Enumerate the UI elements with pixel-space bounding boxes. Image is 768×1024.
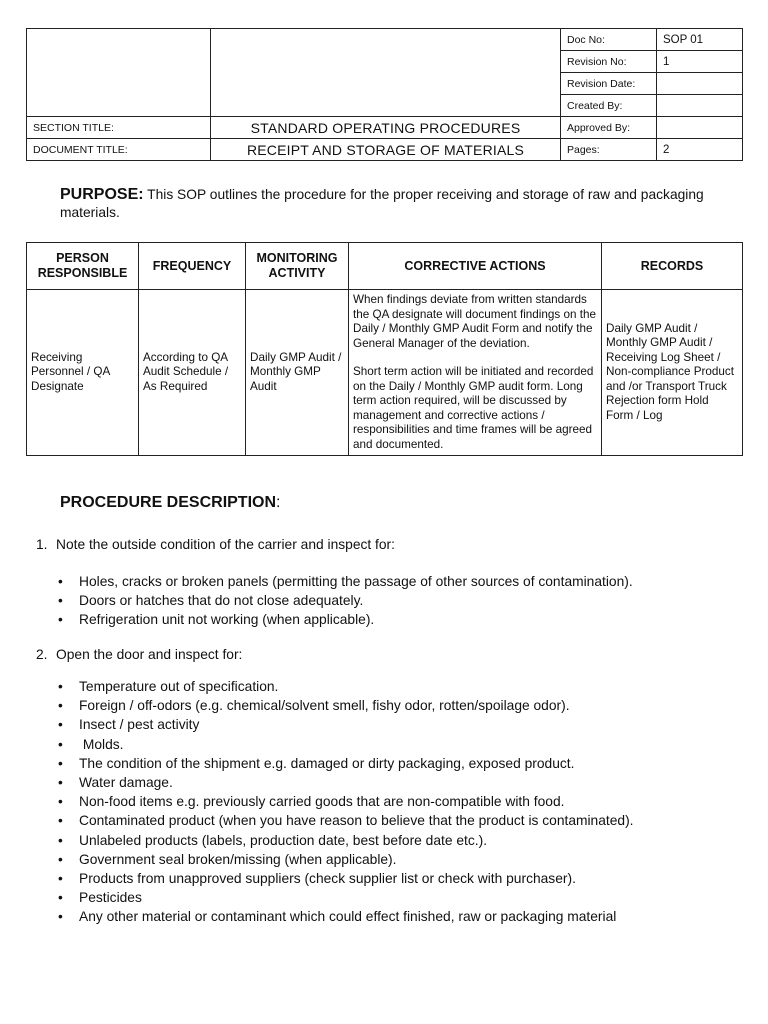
step-2-bullet-list (58, 677, 634, 926)
col-header-records: RECORDS (602, 243, 743, 290)
list-item (58, 754, 634, 773)
list-item (58, 831, 634, 850)
list-item (58, 773, 634, 792)
list-item-text: Any other material or contaminant which could effect finished, raw or packaging material (79, 909, 617, 925)
list-item-text: Holes, cracks or broken panels (permitting the passage of other sources of contamination). (79, 574, 633, 589)
list-item (58, 677, 634, 696)
bullet-icon: • (58, 612, 63, 628)
bullet-icon: • (58, 593, 63, 609)
list-item-text: Water damage. (79, 774, 173, 790)
step-text: Note the outside condition of the carrier and inspect for: (56, 537, 395, 552)
header-blank-cell (211, 29, 561, 117)
corrective-text-2: Short term action will be initiated and recorded on the Daily / Monthly GMP audit form. Long term action required, will be discussed by management and corrective actions / responsibilities and time frames will be agreed and documented. (353, 365, 594, 451)
bullet-icon: • (58, 813, 63, 829)
purpose-label: PURPOSE: (60, 186, 144, 203)
revision-date-label: Revision Date: (561, 73, 657, 95)
revision-no-value: 1 (657, 51, 743, 73)
created-by-label: Created By: (561, 95, 657, 117)
list-item (58, 610, 633, 629)
list-item-text: Molds. (79, 736, 124, 752)
person-cell: Receiving Personnel / QA Designate (27, 290, 139, 456)
list-item (58, 696, 634, 715)
section-title-value: STANDARD OPERATING PROCEDURES (211, 117, 561, 139)
list-item-text: Unlabeled products (labels, production date, best before date etc.). (79, 832, 488, 848)
bullet-icon: • (58, 832, 63, 848)
revision-no-label: Revision No: (561, 51, 657, 73)
section-title-label: SECTION TITLE: (27, 117, 211, 139)
bullet-icon: • (58, 755, 63, 771)
list-item (58, 869, 634, 888)
list-item-text: Contaminated product (when you have reason to believe that the product is contaminated). (79, 813, 634, 829)
bullet-icon: • (58, 794, 63, 810)
list-item (58, 811, 634, 830)
col-header-frequency: FREQUENCY (139, 243, 246, 290)
bullet-icon: • (58, 909, 63, 925)
doc-no-label: Doc No: (561, 29, 657, 51)
corrective-text-1: When findings deviate from written standards the QA designate will document findings on the Daily / Monthly GMP Audit Form and notify the General Manager of the deviation. (353, 293, 596, 350)
list-item (58, 735, 634, 754)
bullet-icon: • (58, 717, 63, 733)
corrective-cell (349, 290, 602, 456)
col-header-corrective: CORRECTIVE ACTIONS (349, 243, 602, 290)
procedure-heading (60, 494, 280, 512)
procedure-step-2 (36, 647, 242, 662)
pages-value: 2 (657, 139, 743, 161)
bullet-icon: • (58, 851, 63, 867)
frequency-cell: According to QA Audit Schedule / As Required (139, 290, 246, 456)
col-header-person: PERSON RESPONSIBLE (27, 243, 139, 290)
bullet-icon: • (58, 679, 63, 694)
list-item-text: Non-food items e.g. previously carried goods that are non-compatible with food. (79, 794, 565, 810)
document-header-table (26, 28, 743, 161)
list-item-text: The condition of the shipment e.g. damaged or dirty packaging, exposed product. (79, 755, 575, 771)
list-item (58, 792, 634, 811)
step-text: Open the door and inspect for: (56, 647, 243, 662)
procedure-heading-text: PROCEDURE DESCRIPTION (60, 494, 277, 511)
list-item (58, 715, 634, 734)
doc-no-value: SOP 01 (657, 29, 743, 51)
bullet-icon: • (58, 774, 63, 790)
col-header-monitoring: MONITORING ACTIVITY (246, 243, 349, 290)
purpose-paragraph (60, 186, 740, 222)
approved-by-value (657, 117, 743, 139)
records-cell: Daily GMP Audit / Monthly GMP Audit / Receiving Log Sheet / Non-compliance Product and /or Transport Truck Rejection form Hold Form / Log (602, 290, 743, 456)
list-item-text: Insect / pest activity (79, 717, 200, 733)
bullet-icon: • (58, 890, 63, 906)
responsibility-table (26, 242, 743, 456)
created-by-value (657, 95, 743, 117)
bullet-icon: • (58, 698, 63, 714)
procedure-heading-colon: : (276, 494, 281, 511)
step-number: 1. (36, 537, 48, 552)
list-item-text: Government seal broken/missing (when applicable). (79, 851, 397, 867)
list-item-text: Doors or hatches that do not close adequately. (79, 593, 364, 609)
list-item-text: Temperature out of specification. (79, 679, 279, 694)
monitoring-cell: Daily GMP Audit / Monthly GMP Audit (246, 290, 349, 456)
table-row (27, 290, 743, 456)
procedure-step-1 (36, 537, 395, 552)
document-title-label: DOCUMENT TITLE: (27, 139, 211, 161)
step-1-bullet-list (58, 572, 633, 630)
bullet-icon: • (58, 574, 63, 589)
step-number: 2. (36, 647, 48, 662)
list-item (58, 850, 634, 869)
pages-label: Pages: (561, 139, 657, 161)
list-item (58, 591, 633, 610)
list-item (58, 572, 633, 591)
logo-cell (27, 29, 211, 117)
revision-date-value (657, 73, 743, 95)
approved-by-label: Approved By: (561, 117, 657, 139)
list-item (58, 888, 634, 907)
bullet-icon: • (58, 870, 63, 886)
list-item-text: Refrigeration unit not working (when applicable). (79, 612, 375, 628)
purpose-text: This SOP outlines the procedure for the proper receiving and storage of raw and packaging materials. (60, 187, 704, 220)
list-item-text: Foreign / off-odors (e.g. chemical/solvent smell, fishy odor, rotten/spoilage odor). (79, 698, 570, 714)
document-title-value: RECEIPT AND STORAGE OF MATERIALS (211, 139, 561, 161)
list-item (58, 907, 634, 926)
list-item-text: Products from unapproved suppliers (check supplier list or check with purchaser). (79, 870, 576, 886)
list-item-text: Pesticides (79, 890, 142, 906)
bullet-icon: • (58, 736, 63, 752)
